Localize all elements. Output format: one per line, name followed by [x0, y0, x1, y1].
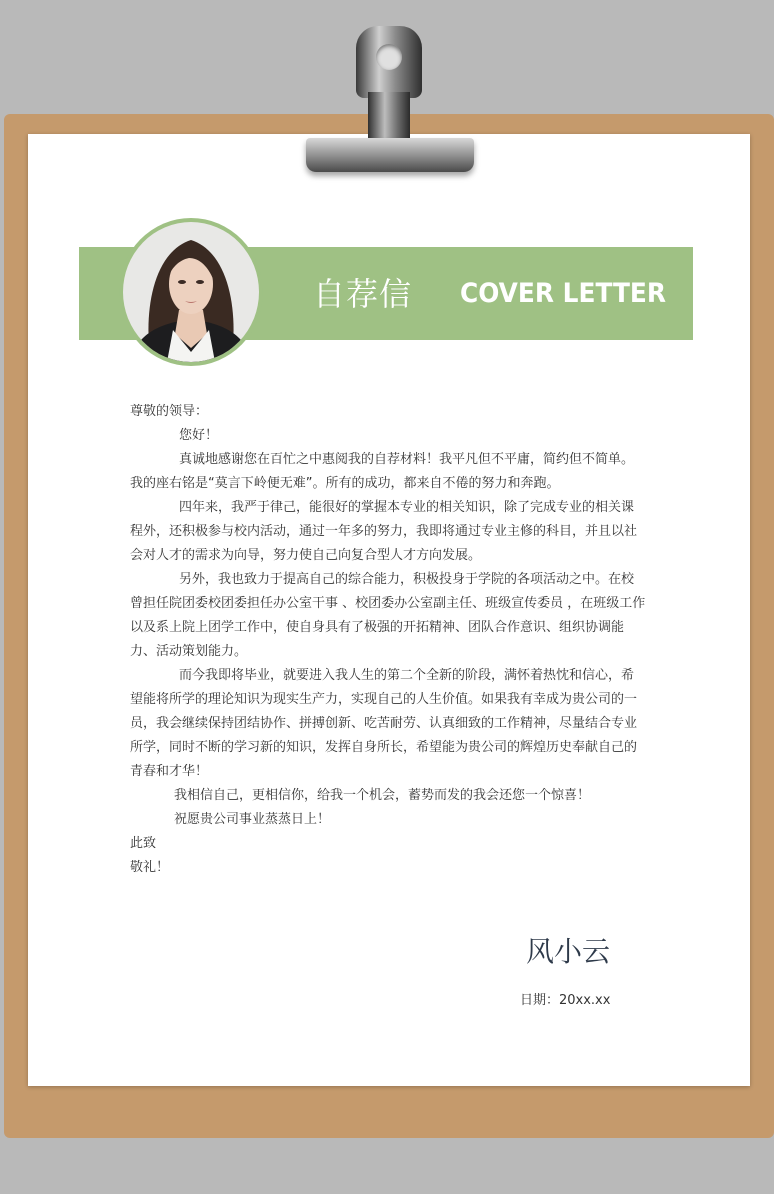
binder-clip-icon [356, 26, 422, 98]
paragraph: 真诚地感谢您在百忙之中惠阅我的自荐材料！我平凡但不平庸，简约但不简单。我的座右铭是“莫言下岭便无难”。所有的成功，都来自不倦的努力和奔跑。 [130, 452, 635, 491]
title-english: COVER LETTER [460, 278, 667, 309]
salutation: 尊敬的领导： [130, 404, 209, 419]
closing-line: 祝愿贵公司事业蒸蒸日上！ [174, 812, 331, 827]
avatar [123, 222, 259, 362]
portrait-photo [123, 222, 259, 362]
signature-date: 日期：20xx.xx [520, 993, 611, 1008]
signature-name: 风小云 [526, 935, 611, 968]
cizhi: 此致 [130, 836, 157, 851]
closing-line: 我相信自己，更相信你，给我一个机会，蓄势而发的我会还您一个惊喜！ [174, 788, 591, 803]
binder-clip-base [306, 138, 474, 172]
binder-clip-neck [368, 92, 410, 142]
jingli: 敬礼！ [130, 860, 170, 875]
paragraph: 另外，我也致力于提高自己的综合能力，积极投身于学院的各项活动之中。在校曾担任院团委校团委担任办公室干事 、校团委办公室副主任、班级宣传委员 ，在班级工作以及系上院上团学工作中，使自身具有了极强的开拓精神、团队合作意识、组织协调能力、活动策划能力。 [130, 572, 646, 659]
title-chinese: 自荐信 [313, 275, 413, 313]
paragraph: 而今我即将毕业，就要进入我人生的第二个全新的阶段，满怀着热忱和信心，希望能将所学的理论知识为现实生产力，实现自己的人生价值。如果我有幸成为贵公司的一员，我会继续保持团结协作、拼搏创新、吃苦耐劳、认真细致的工作精神，尽量结合专业所学，同时不断的学习新的知识，发挥自身所长，希望能为贵公司的辉煌历史奉献自己的青春和才华！ [130, 668, 638, 779]
letter-body [130, 400, 646, 880]
greeting: 您好！ [179, 428, 219, 443]
paragraph: 四年来，我严于律己，能很好的掌握本专业的相关知识，除了完成专业的相关课程外，还积极参与校内活动，通过一年多的努力，我即将通过专业主修的科目，并且以社会对人才的需求为向导，努力使自己向复合型人才方向发展。 [130, 500, 638, 563]
